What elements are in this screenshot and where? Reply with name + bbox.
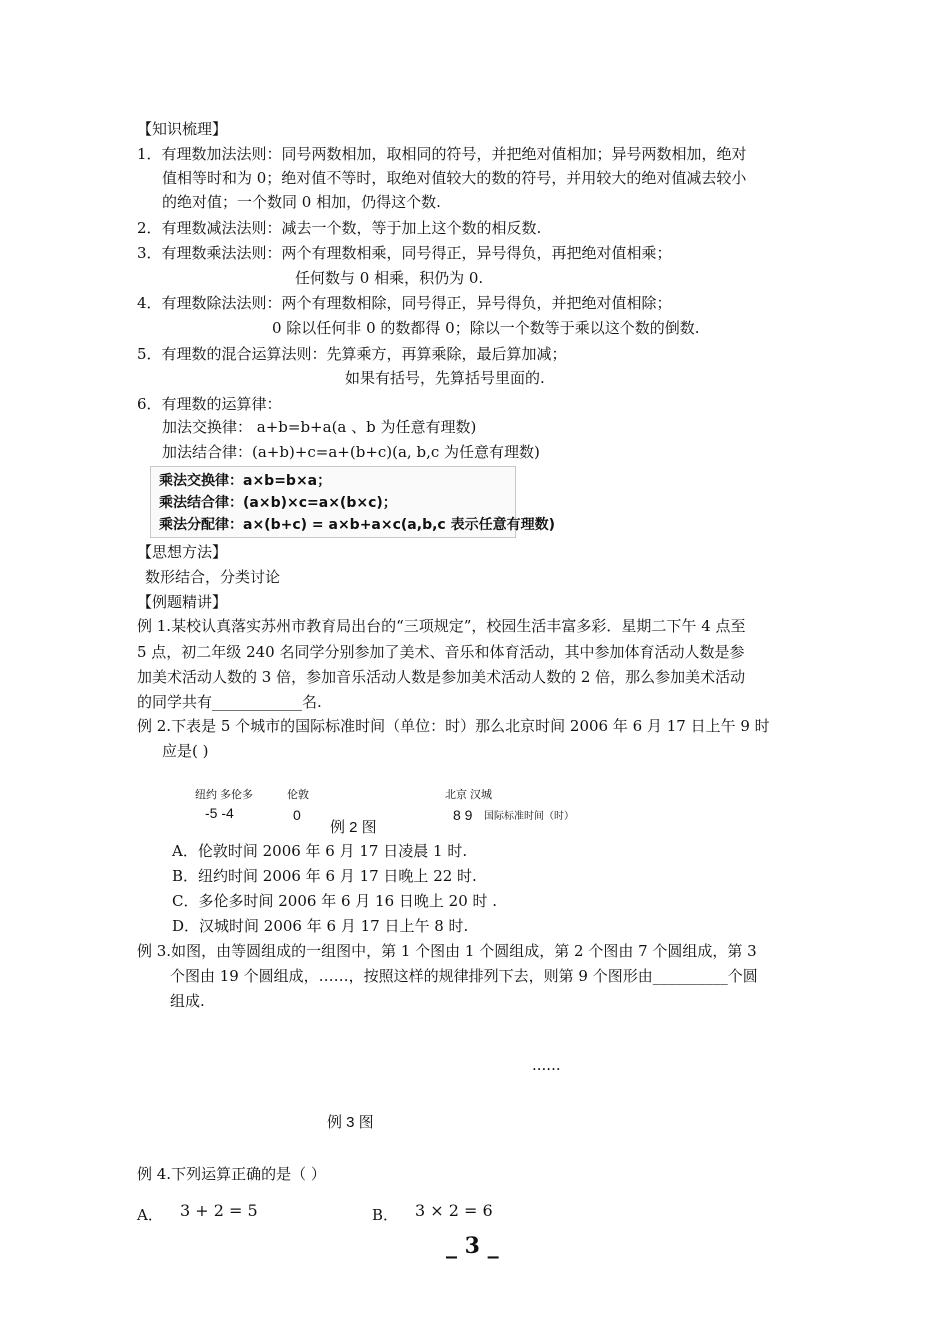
rule-5-line-1: 5．有理数的混合运算法则：先算乘方，再算乘除，最后算加减； bbox=[137, 345, 567, 363]
rule-1-line-2: 值相等时和为 0；绝对值不等时，取绝对值较大的数的符号，并用较大的绝对值减去较小 bbox=[162, 169, 747, 187]
rule-2: 2．有理数减法法则：减去一个数，等于加上这个数的相反数. bbox=[137, 219, 542, 237]
fig2-value-beijing-seoul: 8 9 bbox=[453, 807, 473, 823]
heading-knowledge: 【知识梳理】 bbox=[137, 120, 228, 138]
example-2-option-c: C．多伦多时间 2006 年 6 月 16 日晚上 20 时 . bbox=[172, 892, 498, 910]
add-associative-law: 加法结合律：(a+b)+c=a+(b+c)(a, b,c 为任意有理数) bbox=[162, 443, 540, 461]
multiplication-laws-image bbox=[150, 466, 555, 538]
mul-associative-law: 乘法结合律：(a×b)×c=a×(b×c)； bbox=[159, 495, 397, 511]
example-3-line-3: 组成. bbox=[170, 992, 205, 1010]
heading-examples: 【例题精讲】 bbox=[137, 593, 228, 611]
fig2-caption: 例 2 图 bbox=[330, 819, 377, 836]
rule-1-line-3: 的绝对值；一个数同 0 相加，仍得这个数. bbox=[162, 193, 441, 211]
mul-distributive-law: 乘法分配律：a×(b+c) = a×b+a×c(a,b,c 表示任意有理数) bbox=[159, 517, 555, 533]
fig2-value-london: 0 bbox=[293, 807, 301, 823]
rule-1-line-1: 1．有理数加法法则：同号两数相加，取相同的符号，并把绝对值相加；异号两数相加，绝对 bbox=[137, 145, 747, 163]
example-1-line-1: 例 1.某校认真落实苏州市教育局出台的“三项规定”，校园生活丰富多彩．星期二下午 4 点至 bbox=[137, 617, 746, 635]
example-3-line-1: 例 3.如图，由等圆组成的一组图中，第 1 个图由 1 个圆组成，第 2 个图由 7 个圆组成，第 3 bbox=[137, 942, 757, 960]
example-1-line-3: 加美术活动人数的 3 倍，参加音乐活动人数是参加美术活动人数的 2 倍，那么参加美术活动 bbox=[137, 668, 746, 686]
fig3-caption: 例 3 图 bbox=[327, 1114, 374, 1131]
example-2-option-d: D．汉城时间 2006 年 6 月 17 日上午 8 时. bbox=[172, 917, 469, 935]
methods-text: 数形结合，分类讨论 bbox=[145, 568, 281, 586]
example-4-option-a-expr: 3 + 2 = 5 bbox=[180, 1201, 258, 1220]
rule-5-line-2: 如果有括号，先算括号里面的. bbox=[345, 369, 545, 387]
rule-4-line-2: 0 除以任何非 0 的数都得 0；除以一个数等于乘以这个数的倒数. bbox=[272, 319, 700, 337]
example-2-line-1: 例 2.下表是 5 个城市的国际标准时间（单位：时）那么北京时间 2006 年 6 月 17 日上午 9 时 bbox=[137, 717, 770, 735]
add-commutative-law: 加法交换律： a+b=b+a(a 、b 为任意有理数) bbox=[162, 418, 477, 436]
mul-commutative-law: 乘法交换律：a×b=b×a； bbox=[159, 473, 332, 489]
fig2-axis-label: 国际标准时间（时） bbox=[484, 811, 574, 822]
rule-6: 6．有理数的运算律： bbox=[137, 395, 282, 413]
heading-methods: 【思想方法】 bbox=[137, 543, 228, 561]
fig2-label-london: 伦敦 bbox=[287, 789, 309, 801]
fig3-ellipsis: ...... bbox=[532, 1056, 561, 1074]
example-3-line-2: 个图由 19 个圆组成，……，按照这样的规律排列下去，则第 9 个图形由__________个圆 bbox=[170, 967, 758, 985]
example-2-option-b: B．纽约时间 2006 年 6 月 17 日晚上 22 时. bbox=[172, 867, 477, 885]
fig2-label-newyork-toronto: 纽约 多伦多 bbox=[195, 789, 254, 801]
example-4-option-b-label: B． bbox=[372, 1206, 399, 1224]
fig2-label-beijing-seoul: 北京 汉城 bbox=[445, 789, 493, 801]
rule-3-line-2: 任何数与 0 相乘，积仍为 0. bbox=[295, 269, 484, 287]
example-4-option-a-label: A． bbox=[137, 1206, 163, 1224]
page-number: _ 3 _ bbox=[446, 1233, 499, 1259]
example-2-line-2: 应是( ) bbox=[162, 742, 209, 760]
example-1-line-4: 的同学共有____________名. bbox=[137, 693, 322, 711]
example-4-option-b-expr: 3 × 2 = 6 bbox=[415, 1201, 493, 1220]
fig2-value-newyork-toronto: -5 -4 bbox=[205, 805, 234, 821]
example-1-line-2: 5 点，初二年级 240 名同学分别参加了美术、音乐和体育活动，其中参加体育活动人数是参 bbox=[137, 643, 745, 661]
example-2-option-a: A．伦敦时间 2006 年 6 月 17 日凌晨 1 时. bbox=[172, 842, 468, 860]
rule-3-line-1: 3．有理数乘法法则：两个有理数相乘，同号得正，异号得负，再把绝对值相乘； bbox=[137, 244, 672, 262]
example-4-question: 例 4.下列运算正确的是（ ） bbox=[137, 1165, 326, 1183]
rule-4-line-1: 4．有理数除法法则：两个有理数相除，同号得正，异号得负，并把绝对值相除； bbox=[137, 294, 672, 312]
